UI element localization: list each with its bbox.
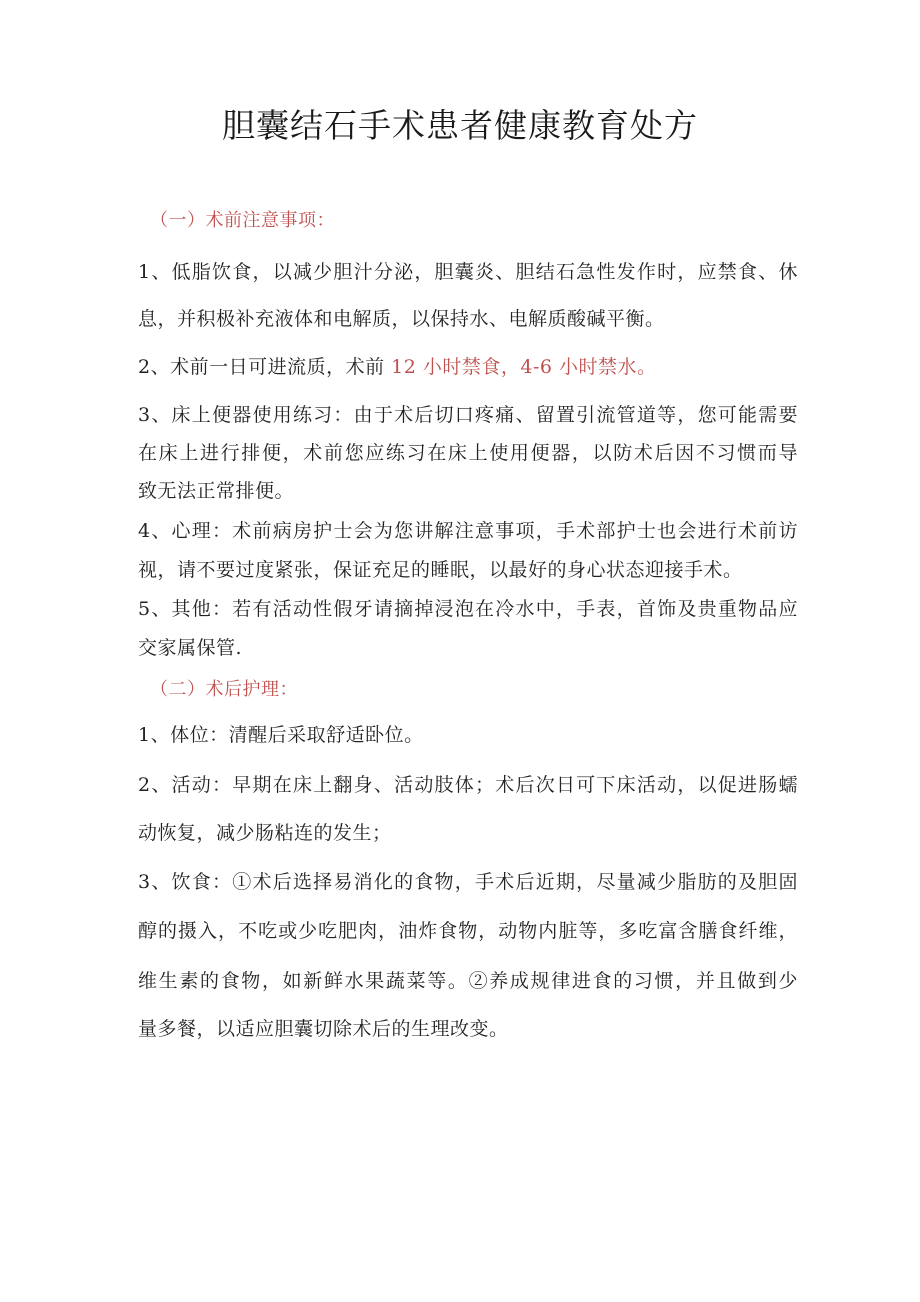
preop-item-3-line-3: 致无法正常排便。 [138,480,295,502]
preop-item-2 [138,352,798,379]
document-title: 胆囊结石手术患者健康教育处方 [222,106,698,145]
postop-item-2-line-1: 2、活动：早期在床上翻身、活动肢体；术后次日可下床活动，以促进肠蠕 [138,774,798,796]
preop-item-5-line-2: 交家属保管. [138,637,243,659]
postop-item-3-line-2: 醇的摄入，不吃或少吃肥肉，油炸食物，动物内脏等，多吃富含膳食纤维， [138,920,798,942]
postop-item-3-line-3: 维生素的食物，如新鲜水果蔬菜等。②养成规律进食的习惯，并且做到少 [138,970,798,992]
preop-item-1-line-1: 1、低脂饮食，以减少胆汁分泌，胆囊炎、胆结石急性发作时，应禁食、休 [138,261,798,283]
section-heading-preop: （一）术前注意事项： [150,210,335,231]
preop-item-2-prefix: 2、术前一日可进流质，术前 [138,356,392,378]
preop-item-1-line-2: 息，并积极补充液体和电解质，以保持水、电解质酸碱平衡。 [138,308,665,330]
preop-item-3-line-2: 在床上进行排便，术前您应练习在床上使用便器，以防术后因不习惯而导 [138,442,798,464]
section-heading-postop: （二）术后护理： [150,679,298,700]
postop-item-3-line-1: 3、饮食：①术后选择易消化的食物，手术后近期，尽量减少脂肪的及胆固 [138,871,798,893]
postop-item-3-line-4: 量多餐，以适应胆囊切除术后的生理改变。 [138,1018,509,1040]
preop-item-3-line-1: 3、床上便器使用练习：由于术后切口疼痛、留置引流管道等，您可能需要 [138,404,798,426]
preop-item-4-line-1: 4、心理：术前病房护士会为您讲解注意事项，手术部护士也会进行术前访 [138,520,798,542]
preop-item-2-highlight: 12 小时禁食，4-6 小时禁水。 [391,356,657,378]
preop-item-5-line-1: 5、其他：若有活动性假牙请摘掉浸泡在冷水中，手表，首饰及贵重物品应 [138,598,798,620]
postop-item-1: 1、体位：清醒后采取舒适卧位。 [138,724,424,746]
preop-item-4-line-2: 视，请不要过度紧张，保证充足的睡眠，以最好的身心状态迎接手术。 [138,559,743,581]
postop-item-2-line-2: 动恢复，减少肠粘连的发生； [138,822,392,844]
